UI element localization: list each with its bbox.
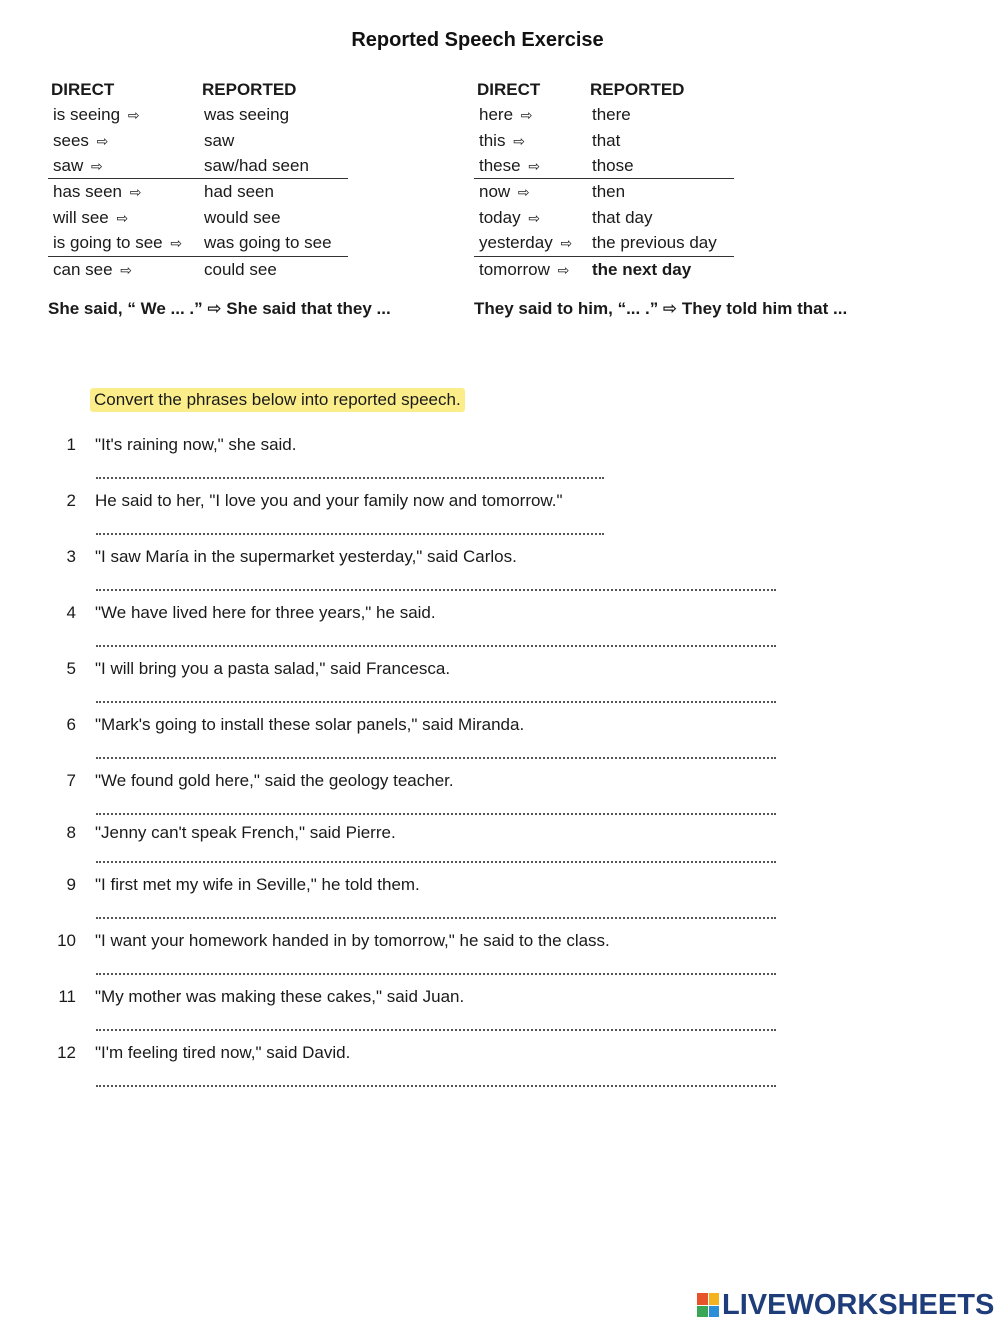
question-text: "We found gold here," said the geology teacher. [95,771,454,790]
direct-cell: today [479,208,521,228]
table-row [48,257,348,283]
question-text: "It's raining now," she said. [95,435,297,454]
question-number: 9 [66,875,76,894]
table-row [474,179,734,205]
question-text: "I first met my wife in Seville," he told them. [95,875,420,894]
arrow-icon: ⇨ [557,261,570,278]
question-text: "I'm feeling tired now," said David. [95,1043,351,1062]
question-number: 7 [66,771,76,790]
page-title: Reported Speech Exercise [351,29,604,51]
reported-cell: was going to see [204,233,332,253]
question-text: "I will bring you a pasta salad," said Francesca. [95,659,451,678]
question-number: 10 [57,931,76,950]
header-reported: REPORTED [202,80,297,99]
arrow-icon: ⇨ [560,235,573,252]
direct-cell: has seen [53,182,122,202]
arrow-icon: ⇨ [116,210,129,227]
arrow-icon: ⇨ [96,132,109,149]
direct-cell: now [479,182,511,202]
arrow-icon: ⇨ [120,261,133,278]
question-text: "Mark's going to install these solar panels," said Miranda. [95,715,525,734]
arrow-icon: ⇨ [517,184,530,201]
answer-line[interactable] [96,645,776,647]
header-reported: REPORTED [590,80,685,99]
reported-cell: then [592,182,626,202]
answer-line[interactable] [96,1085,776,1087]
reported-cell: had seen [204,182,274,202]
logo-blocks-icon [697,1293,719,1317]
table-row [48,102,348,128]
direct-cell: will see [53,208,109,228]
table-row [474,257,734,283]
liveworksheets-logo [697,1290,994,1320]
table-row [48,179,348,205]
answer-line[interactable] [96,477,604,479]
arrow-icon: ⇨ [127,106,140,123]
question-number: 4 [66,603,76,622]
question-text: "My mother was making these cakes," said Juan. [95,987,465,1006]
reported-cell: would see [204,208,281,228]
direct-cell: can see [53,259,113,279]
table-row [48,205,348,231]
reported-cell: that [592,130,621,150]
instruction-text: Convert the phrases below into reported speech. [90,388,465,412]
rule-example-right: They said to him, “... .” ⇨ They told him that ... [474,299,848,318]
reported-cell: that day [592,208,653,228]
question-text: "Jenny can't speak French," said Pierre. [95,823,396,842]
arrow-icon: ⇨ [129,184,142,201]
question-text: He said to her, "I love you and your family now and tomorrow." [95,491,563,510]
question-number: 3 [66,547,76,566]
arrow-icon: ⇨ [170,235,183,252]
table-row [48,231,348,257]
question-number: 5 [66,659,76,678]
arrow-icon: ⇨ [513,132,525,149]
question-number: 1 [66,435,76,454]
question-text: "I saw María in the supermarket yesterday," said Carlos. [95,547,517,566]
answer-line[interactable] [96,701,776,703]
answer-line[interactable] [96,757,776,759]
question-number: 6 [66,715,76,734]
reported-cell: there [592,104,631,124]
direct-cell: tomorrow [479,259,550,279]
arrow-icon: ⇨ [90,157,103,174]
table-header [48,80,348,102]
header-direct: DIRECT [51,80,115,99]
table-row [474,102,734,128]
table-row [48,128,348,154]
question-number: 8 [66,823,76,842]
table-row [48,154,348,180]
question-text: "I want your homework handed in by tomorrow," he said to the class. [95,931,610,950]
direct-cell: sees [53,130,89,150]
reported-cell: was seeing [204,104,290,124]
answer-line[interactable] [96,589,776,591]
answer-line[interactable] [96,973,776,975]
question-text: "We have lived here for three years," he said. [95,603,436,622]
table-row [474,154,734,180]
question-number: 2 [66,491,76,510]
table-row [474,205,734,231]
rule-example-left: She said, “ We ... .” ⇨ She said that they ... [48,299,391,318]
direct-cell: these [479,155,521,175]
arrow-icon: ⇨ [528,157,541,174]
table-row [474,128,734,154]
reported-cell: saw/had seen [204,155,309,175]
direct-cell: here [479,104,514,124]
direct-cell: saw [53,155,84,175]
reported-cell: saw [204,130,235,150]
answer-line[interactable] [96,533,604,535]
tense-table [48,80,348,283]
answer-line[interactable] [96,861,776,863]
header-direct: DIRECT [477,80,541,99]
direct-cell: this [479,130,506,150]
reported-cell: could see [204,259,277,279]
table-row [474,231,734,257]
table-header [474,80,734,102]
direct-cell: is going to see [53,233,163,253]
reported-cell: those [592,155,634,175]
logo-text: LIVEWORKSHEETS [722,1288,995,1321]
answer-line[interactable] [96,1029,776,1031]
question-number: 12 [57,1043,76,1062]
direct-cell: is seeing [53,104,121,124]
answer-line[interactable] [96,917,776,919]
arrow-icon: ⇨ [528,210,541,227]
reported-cell: the next day [592,259,692,279]
question-number: 11 [58,987,76,1006]
arrow-icon: ⇨ [520,106,533,123]
direct-cell: yesterday [479,233,553,253]
reported-cell: the previous day [592,233,717,253]
answer-line[interactable] [96,813,776,815]
adverb-table [474,80,734,283]
